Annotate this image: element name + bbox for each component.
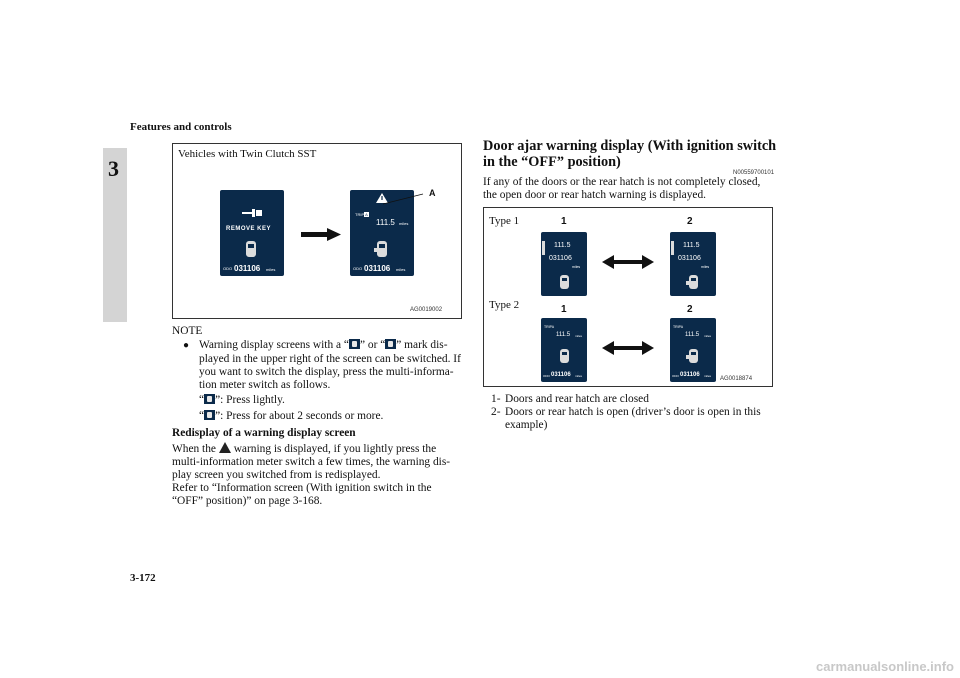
trip-value: 111.5 bbox=[556, 332, 571, 338]
note-bullet: ● bbox=[183, 340, 190, 351]
odo-unit: miles bbox=[572, 265, 581, 269]
trip-value: 111.5 bbox=[376, 218, 395, 227]
redisplay-first-line: When the warning is displayed, if you lightly press the bbox=[172, 443, 437, 455]
type2-closed-screen bbox=[541, 318, 587, 382]
legend-text: Doors and rear hatch are closed bbox=[505, 393, 649, 405]
screen-number: 1 bbox=[561, 216, 567, 227]
screen-number: 2 bbox=[687, 216, 693, 227]
note-bullet-line: tion meter switch as follows. bbox=[199, 379, 331, 391]
legend-num: 2- bbox=[491, 406, 501, 418]
odo-value: 031106 bbox=[551, 372, 571, 378]
switch-display-icon bbox=[385, 339, 396, 349]
screen-number: 2 bbox=[687, 304, 693, 315]
legend-item bbox=[491, 406, 773, 419]
callout-a: A bbox=[429, 188, 436, 198]
odo-value: 031106 bbox=[364, 264, 391, 273]
odo-prefix: ODO bbox=[223, 266, 233, 271]
legend-item bbox=[491, 393, 771, 406]
note-bullet-line: played in the upper right of the screen can be switched. If bbox=[199, 353, 461, 365]
figure-code: AG0019002 bbox=[410, 307, 443, 313]
odo-unit: miles bbox=[575, 374, 583, 378]
odo-unit: miles bbox=[396, 267, 406, 272]
section-heading-line: in the “OFF” position) bbox=[483, 154, 621, 170]
trip-value: 111.5 bbox=[685, 332, 700, 338]
trip-value: 111.5 bbox=[554, 242, 571, 249]
fuel-gauge bbox=[671, 241, 674, 255]
callout-leader bbox=[383, 192, 428, 206]
trip-label: TRIPA bbox=[355, 212, 368, 217]
remove-key-screen bbox=[220, 190, 284, 276]
figure-title: Vehicles with Twin Clutch SST bbox=[178, 148, 317, 160]
section-header: Features and controls bbox=[130, 121, 232, 133]
type2-label: Type 2 bbox=[489, 299, 520, 311]
page-number: 3-172 bbox=[130, 572, 156, 584]
odo-prefix: ODO bbox=[353, 266, 363, 271]
trip-unit: miles bbox=[399, 221, 409, 226]
redisplay-line: multi-information meter switch a few times, the warning dis- bbox=[172, 456, 451, 468]
odo-value: 031106 bbox=[234, 264, 261, 273]
intro-line: the open door or rear hatch warning is displayed. bbox=[483, 189, 706, 201]
legend-num: 1- bbox=[491, 393, 501, 405]
screen-number: 1 bbox=[561, 304, 567, 315]
key-icon bbox=[240, 208, 264, 218]
trip-mark: A bbox=[365, 212, 368, 217]
switch-display-icon bbox=[349, 339, 360, 349]
redisplay-line: Refer to “Information screen (With ignition switch in the bbox=[172, 482, 432, 494]
legend-text: example) bbox=[505, 419, 548, 431]
odo-unit: miles bbox=[266, 267, 276, 272]
redisplay-heading: Redisplay of a warning display screen bbox=[172, 427, 356, 439]
odo-prefix: ODO bbox=[672, 374, 679, 378]
type1-open-screen bbox=[670, 232, 716, 296]
switch-display-icon bbox=[204, 394, 215, 404]
figure-code: AG0018874 bbox=[720, 376, 753, 382]
car-door-open-icon bbox=[686, 274, 700, 290]
remove-key-label: REMOVE KEY bbox=[226, 226, 272, 232]
trip-label: TRIPA bbox=[544, 325, 555, 329]
type1-label: Type 1 bbox=[489, 215, 520, 227]
odo-unit: miles bbox=[704, 374, 712, 378]
car-door-open-icon bbox=[374, 240, 390, 258]
car-icon bbox=[244, 240, 258, 258]
redisplay-line: “OFF” position)” on page 3-168. bbox=[172, 495, 323, 507]
type1-closed-screen bbox=[541, 232, 587, 296]
trip-unit: miles bbox=[575, 334, 583, 338]
reference-code: N00559700101 bbox=[733, 170, 775, 176]
right-arrow bbox=[301, 228, 341, 242]
trip-label: TRIPA bbox=[673, 325, 684, 329]
intro-line: If any of the doors or the rear hatch is not completely closed, bbox=[483, 176, 761, 188]
press-lightly-line: “ ”: Press lightly. bbox=[199, 394, 285, 406]
legend-item bbox=[491, 419, 771, 432]
trip-unit: miles bbox=[704, 334, 712, 338]
car-icon bbox=[559, 274, 570, 290]
section-tab-number: 3 bbox=[108, 156, 119, 181]
odo-value: 031106 bbox=[680, 372, 700, 378]
double-arrow bbox=[602, 341, 654, 355]
odo-unit: miles bbox=[701, 265, 710, 269]
fuel-gauge bbox=[542, 241, 545, 255]
legend-text: Doors or rear hatch is open (driver’s door is open in this bbox=[505, 406, 761, 418]
odo-value: 031106 bbox=[678, 255, 701, 262]
watermark: carmanualsonline.info bbox=[816, 659, 954, 674]
car-door-open-icon bbox=[686, 348, 700, 364]
redisplay-line: play screen you switched from is redisplayed. bbox=[172, 469, 381, 481]
car-icon bbox=[559, 348, 570, 364]
section-heading-line: Door ajar warning display (With ignition switch bbox=[483, 138, 777, 154]
odo-prefix: ODO bbox=[543, 374, 550, 378]
double-arrow bbox=[602, 255, 654, 269]
press-long-line: “ ”: Press for about 2 seconds or more. bbox=[199, 410, 384, 422]
warning-icon bbox=[219, 442, 231, 453]
twin-clutch-figure bbox=[172, 143, 462, 319]
note-bullet-first-line: Warning display screens with a “ ” or “ ” mark dis- bbox=[199, 339, 448, 351]
door-ajar-figure bbox=[483, 207, 773, 387]
trip-value: 111.5 bbox=[683, 242, 700, 249]
switch-display-icon bbox=[204, 410, 215, 420]
type2-open-screen bbox=[670, 318, 716, 382]
note-bullet-line: you want to switch the display, press the multi-informa- bbox=[199, 366, 454, 378]
odo-value: 031106 bbox=[549, 255, 572, 262]
note-heading: NOTE bbox=[172, 325, 203, 337]
